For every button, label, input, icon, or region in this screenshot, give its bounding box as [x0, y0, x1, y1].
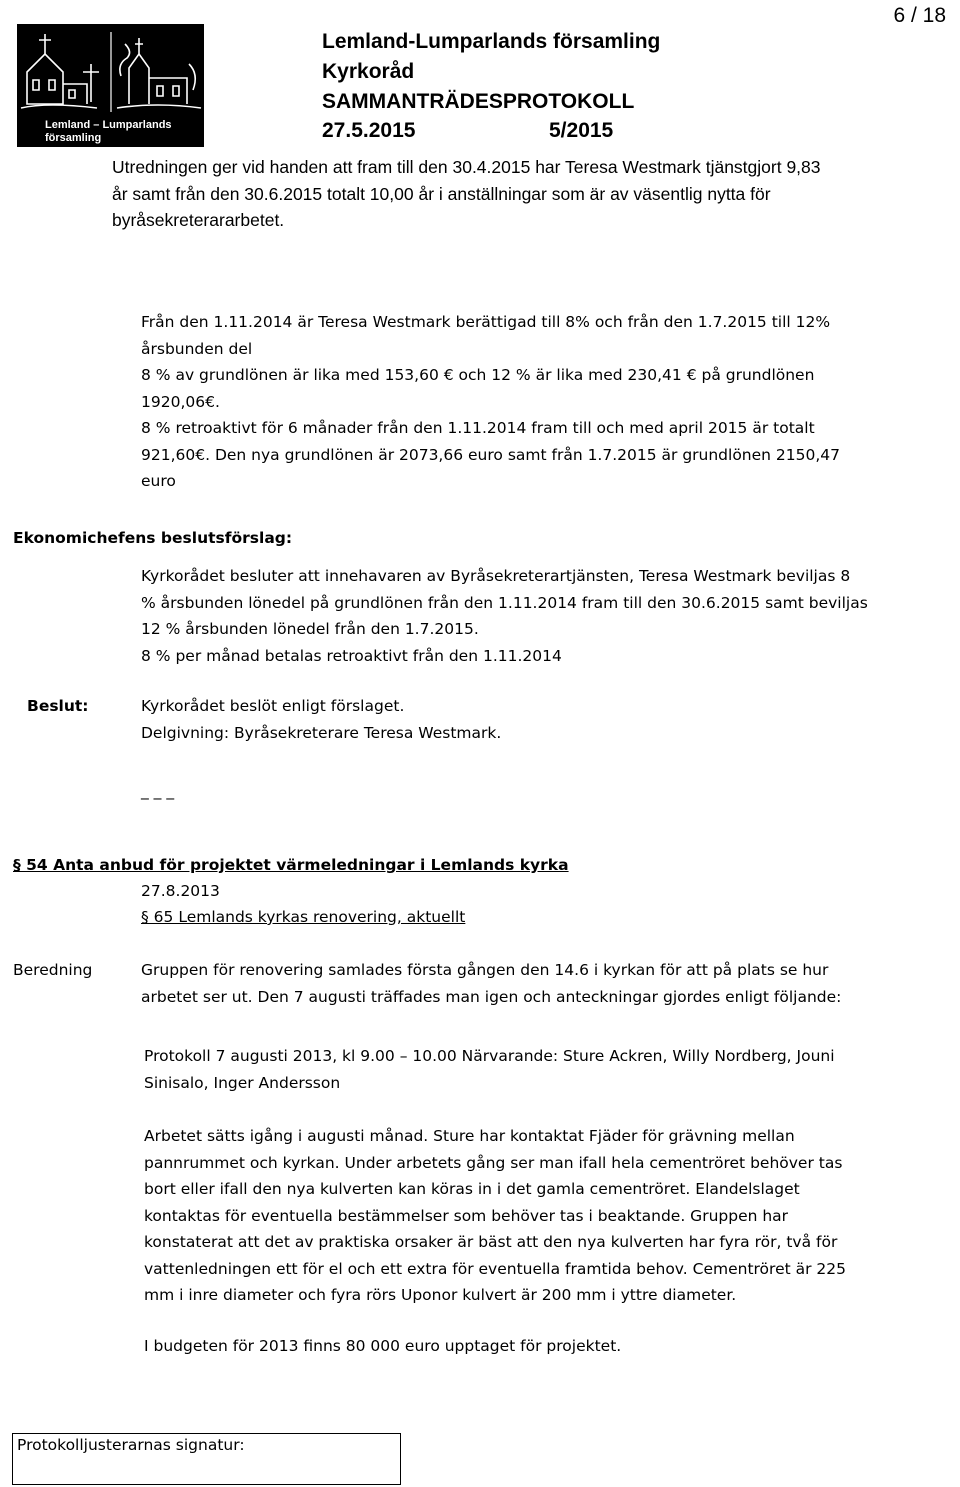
beredning-line: Gruppen för renovering samlades första gången den 14.6 i kyrkan för att på plats se hur	[141, 961, 829, 979]
calc-line: Från den 1.11.2014 är Teresa Westmark berättigad till 8% och från den 1.7.2015 till 12%	[141, 313, 831, 331]
protocol-line: Sinisalo, Inger Andersson	[144, 1073, 341, 1092]
work-line: mm i inre diameter och fyra rörs Uponor kulvert är 200 mm i yttre diameter.	[144, 1286, 737, 1304]
work-line: Arbetet sätts igång i augusti månad. Sture har kontaktat Fjäder för grävning mellan	[144, 1127, 795, 1145]
calc-line: 921,60€. Den nya grundlönen är 2073,66 euro samt från 1.7.2015 är grundlönen 2150,47	[141, 445, 841, 464]
beredning-text	[141, 957, 841, 1010]
parish-name: Lemland-Lumparlands församling	[322, 30, 661, 53]
beredning-line: arbetet ser ut. Den 7 augusti träffades man igen och anteckningar gjordes enligt följande:	[141, 987, 842, 1006]
proposal-heading: Ekonomichefens beslutsförslag:	[13, 529, 293, 547]
intro-line: år samt från den 30.6.2015 totalt 10,00 år i anställningar som är av väsentlig nytta för	[112, 183, 771, 204]
intro-line: Utredningen ger vid handen att fram till den 30.4.2015 har Teresa Westmark tjänstgjort 9,83	[112, 157, 821, 177]
section-separator: _ _ _	[141, 782, 175, 800]
calculation-paragraph	[141, 309, 840, 495]
work-line: vattenledningen ett för el och ett extra för eventuella framtida behov. Cementröret är 225	[144, 1259, 846, 1278]
signature-label: Protokolljusterarnas signatur:	[17, 1436, 245, 1454]
reference-title: § 65 Lemlands kyrkas renovering, aktuellt	[141, 908, 466, 926]
decision-line: Kyrkorådet beslöt enligt förslaget.	[141, 697, 405, 715]
protocol-line: Protokoll 7 augusti 2013, kl 9.00 – 10.00 Närvarande: Sture Ackren, Willy Nordberg, Jouni	[144, 1047, 835, 1065]
decision-text	[141, 693, 501, 746]
parish-logo	[17, 24, 204, 147]
calc-line: 8 % retroaktivt för 6 månader från den 1.11.2014 fram till och med april 2015 är totalt	[141, 419, 815, 437]
decision-label: Beslut:	[27, 697, 89, 715]
work-line: pannrummet och kyrkan. Under arbetets gång ser man ifall hela cementröret behöver tas	[144, 1153, 843, 1172]
meeting-date: 27.5.2015	[322, 119, 416, 142]
calc-line: årsbunden del	[141, 339, 253, 358]
meeting-number: 5/2015	[549, 119, 614, 142]
proposal-line: 12 % årsbunden lönedel från den 1.7.2015.	[141, 620, 479, 638]
document-type: SAMMANTRÄDESPROTOKOLL	[322, 90, 635, 113]
logo-text-line1: Lemland – Lumparlands	[45, 119, 172, 131]
protocol-text	[144, 1043, 835, 1096]
budget-line: I budgeten för 2013 finns 80 000 euro upptaget för projektet.	[144, 1337, 622, 1355]
beredning-label: Beredning	[13, 961, 93, 979]
proposal-line: % årsbunden lönedel på grundlönen från den 1.11.2014 fram till den 30.6.2015 samt beviljas	[141, 593, 868, 612]
proposal-line: 8 % per månad betalas retroaktivt från den 1.11.2014	[141, 646, 562, 665]
proposal-text	[141, 563, 868, 669]
decision-line: Delgivning: Byråsekreterare Teresa Westmark.	[141, 723, 502, 742]
church-illustration-icon	[17, 24, 204, 147]
logo-text-line2: församling	[45, 132, 102, 144]
calc-line: 1920,06€.	[141, 392, 220, 411]
intro-line: byråsekreterararbetet.	[112, 210, 285, 230]
work-line: bort eller ifall den nya kulverten kan köras in i det gamla cementröret. Elandelslaget	[144, 1180, 800, 1198]
reference-date: 27.8.2013	[141, 882, 220, 900]
council-name: Kyrkoråd	[322, 60, 415, 83]
calc-line: 8 % av grundlönen är lika med 153,60 € och 12 % är lika med 230,41 € på grundlönen	[141, 366, 815, 384]
calc-line: euro	[141, 472, 176, 490]
work-description	[144, 1123, 846, 1309]
page-number: 6 / 18	[893, 4, 946, 27]
work-line: konstaterat att det av praktiska orsaker är bäst att den nya kulverten har fyra rör, två för	[144, 1233, 838, 1251]
intro-paragraph	[112, 154, 821, 234]
proposal-line: Kyrkorådet besluter att innehavaren av Byråsekreterartjänsten, Teresa Westmark beviljas 8	[141, 567, 851, 585]
work-line: kontaktas för eventuella bestämmelser som behöver tas i beaktande. Gruppen har	[144, 1206, 789, 1225]
section-title: § 54 Anta anbud för projektet värmeledningar i Lemlands kyrka	[13, 856, 569, 874]
